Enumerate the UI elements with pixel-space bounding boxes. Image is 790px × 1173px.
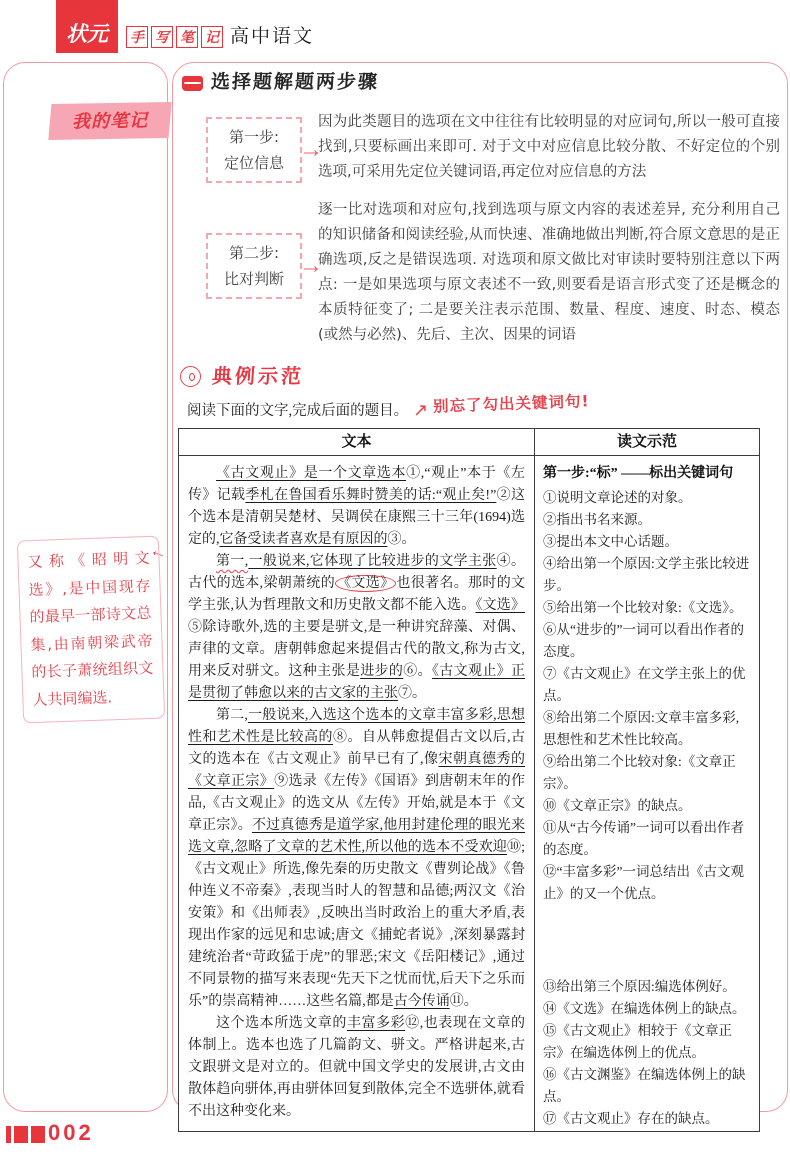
arrow-right-icon: → <box>299 136 323 163</box>
series-title-box: 记 <box>201 26 223 48</box>
marked-phrase: 一般说来,入选这个选本的文章丰富多彩,思想性和艺术性是比较高的 <box>188 708 526 745</box>
demo-column <box>535 456 759 1131</box>
table-body-row <box>179 456 759 1131</box>
section-title-steps: 选择题解题两步骤 <box>210 71 380 93</box>
demo-item: ⑪从“古今传诵”一词可以看出作者的态度。 <box>543 820 744 857</box>
marked-phrase: 《文选》 <box>475 598 525 613</box>
step-2-description: 逐一比对选项和对应句,找到选项与原文内容的表述差异, 充分利用自己的知识储备和阅读经验,从而快速、准确地做出判断,符合原文意思的是正确选项,反之是错误选项. 对选项和原文做比对审读时要特别注意以下两点: 一是如果选项与原文表述不一致,则要看是语言形式变了还是概念的本质特征变了; 二是要关注表示范围、数量、程度、速度、时态、模态(或然与必然)、先后、主次、因果的词语 <box>318 202 780 343</box>
plain-text: 也很著名。那时的文学主张,认为哲理散文和历史散文都不能入选。 <box>188 576 526 613</box>
plain-text: ⑫,也表现在文章的体制上。选本也选了几篇韵文、骈文。严格讲起来,古文跟骈文是对立的。但就中国文学史的发展讲,古文由散体趋向骈体,再由骈体回复到散体,完全不选骈体,就看不出这种变化来。 <box>188 1016 526 1119</box>
plain-text: ①,“观止”本于《左传》记载 <box>188 466 525 503</box>
demo-item: ⑮《古文观止》相较于《文章正宗》在编选体例上的优点。 <box>543 1023 732 1060</box>
brand-logo: 状元 <box>56 0 118 53</box>
demo-item: ④给出第一个原因:文学主张比较进步。 <box>543 556 750 593</box>
text-paragraph <box>188 463 525 551</box>
series-title-box: 笔 <box>176 26 198 48</box>
marked-phrase: 不过真德秀是道学家,他用封建伦理的眼光来选文章,忽略了文章的艺术性,所以他的选本不受欢迎 <box>188 818 525 855</box>
demo-item: ⑤给出第一个比较对象:《文选》。 <box>543 600 743 615</box>
demo-item: ②指出书名来源。 <box>543 512 651 527</box>
plain-text: ⑨选录《左传》《国语》到唐朝末年的作品,《古文观止》的选文从《左传》开始,就是本于《文章正宗》。 <box>188 774 526 833</box>
page-number: 002 <box>48 1120 94 1145</box>
page-marker-icon <box>6 1126 45 1143</box>
demo-list-part1 <box>543 487 751 905</box>
step-1-label-box <box>206 117 302 183</box>
plain-text: ⑦。 <box>398 686 426 701</box>
marked-phrase: 《古文观止》正是贯彻了韩愈以来的古文家的主张 <box>188 664 526 701</box>
demo-item: ⑩《文章正宗》的缺点。 <box>543 798 692 813</box>
demo-item: ⑬给出第三个原因:编选体例好。 <box>543 979 736 994</box>
plain-text: 第二, <box>216 708 248 723</box>
demo-item: ⑨给出第二个比较对象:《文章正宗》。 <box>543 754 736 791</box>
plain-text: 这个选本所选文章的 <box>216 1016 347 1031</box>
my-notes-ribbon <box>48 102 171 140</box>
marked-phrase: 丰富多彩 <box>346 1016 406 1031</box>
reading-demo-table <box>178 428 760 1132</box>
handwritten-annotation: 别忘了勾出关键词句! <box>432 392 590 416</box>
demo-item: ⑥从“进步的”一词可以看出作者的态度。 <box>543 622 744 659</box>
text-paragraph <box>188 551 525 705</box>
example-intro: 阅读下面的文字,完成后面的题目。 <box>187 403 409 419</box>
marked-phrase: 《文选》 <box>337 576 395 591</box>
demo-item: ⑫“丰富多彩”一词总结出《古文观止》的又一个优点。 <box>543 864 744 901</box>
plain-text: ③。 <box>387 532 416 547</box>
demo-item: ⑰《古文观止》存在的缺点。 <box>543 1111 719 1126</box>
plain-text: ⑪。 <box>449 994 478 1009</box>
marked-phrase: 宋朝真德秀的《文章正宗》 <box>188 752 525 789</box>
arrow-right-icon: → <box>299 252 323 279</box>
section-title-example: 典例示范 <box>211 364 305 388</box>
step-2-label-line1: 第二步: <box>228 244 280 262</box>
marked-phrase: 一般说来,它体现了比较进步的文学主张 <box>248 554 497 569</box>
series-title-box: 写 <box>151 26 173 48</box>
book-icon <box>182 76 203 91</box>
step-2-label-box <box>206 233 302 299</box>
plain-text: ②这个选本是清朝吴楚材、吴调侯在康熙三十三年(1694)选定的, <box>188 488 526 547</box>
plain-text: ⑩;《古文观止》所选,像先秦的历史散文《曹刿论战》《鲁仲连义不帝秦》,表现当时人的智慧和品德;两汉文《治安策》和《出师表》,反映出当时政治上的重大矛盾,表现出作家的远见和忠诚;唐文《捕蛇者说》,深刻暴露封建统治者“苛政猛于虎”的罪恶;宋文《岳阳楼记》,通过不同景物的描写来表现“先天下之忧而忧,后天下之乐而乐”的崇高精神……这些名篇,都是 <box>188 840 526 1009</box>
step-2-label-line2: 比对判断 <box>223 270 284 288</box>
margin-note-arrow-icon: ← <box>147 539 170 564</box>
text-paragraph <box>188 1013 525 1123</box>
series-title-boxes <box>126 26 223 48</box>
column-header-text: 文本 <box>179 429 535 455</box>
marked-phrase: 它备受读者喜欢是有原因的 <box>219 532 388 547</box>
marked-phrase: 第一, <box>216 554 249 569</box>
marked-phrase: 《古文观止》是一个文章选本 <box>216 466 407 481</box>
marked-phrase: 古今传诵 <box>393 994 450 1009</box>
plain-text: ④。古代的选本,梁朝萧统的 <box>188 554 526 591</box>
series-title-box: 手 <box>126 26 148 48</box>
text-paragraph <box>188 705 525 1013</box>
plain-text: ⑤除诗歌外,选的主要是骈文,是一种讲究辞藻、对偶、声律的文章。唐朝韩愈起来提倡古代的散文,称为古文,用来反对骈文。这种主张是 <box>188 620 525 679</box>
my-notes-label: 我的笔记 <box>71 110 149 132</box>
circle-badge-icon <box>180 366 201 387</box>
column-header-demo: 读文示范 <box>616 434 677 450</box>
annotation-arrow-icon: ↗ <box>413 400 429 420</box>
demo-item: ①说明文章论述的对象。 <box>543 490 692 505</box>
demo-list-part2 <box>543 976 751 1130</box>
step-1-label-line1: 第一步: <box>228 128 280 146</box>
demo-item: ⑯《古文渊鉴》在编选体例上的缺点。 <box>543 1067 746 1104</box>
step-1-label-line2: 定位信息 <box>223 154 284 172</box>
text-column <box>179 456 535 1131</box>
plain-text: ⑥。 <box>403 664 432 679</box>
demo-item: ③提出本文中心话题。 <box>543 534 678 549</box>
demo-heading: 第一步:“标” ——标出关键词句 <box>543 466 734 481</box>
marked-phrase: 季札在鲁国看乐舞时赞美的话:“观止矣!” <box>245 488 497 503</box>
marked-phrase: 进步的 <box>360 664 404 679</box>
demo-item: ⑭《文选》在编选体例上的缺点。 <box>543 1001 746 1016</box>
step-1-description: 因为此类题目的选项在文中往往有比较明显的对应词句,所以一般可直接找到,只要标画出来即可. 对于文中对应信息比较分散、不好定位的个别选项,可采用先定位关键词语,再定位对应信息的方法 <box>318 114 780 180</box>
plain-text: ⑧。自从韩愈提倡古文以后,古文的选本在《古文观止》前早已有了,像 <box>188 730 525 767</box>
demo-item: ⑦《古文观止》在文学主张上的优点。 <box>543 666 746 703</box>
subject-title: 高中语文 <box>230 26 315 47</box>
handwritten-margin-note: 又称《昭明文选》,是中国现存的最早一部诗文总集,由南朝梁武帝的长子萧统组织文人共同编选. <box>17 536 165 724</box>
table-header-row <box>179 429 759 456</box>
demo-item: ⑧给出第二个原因:文章丰富多彩,思想性和艺术性比较高。 <box>543 710 740 747</box>
